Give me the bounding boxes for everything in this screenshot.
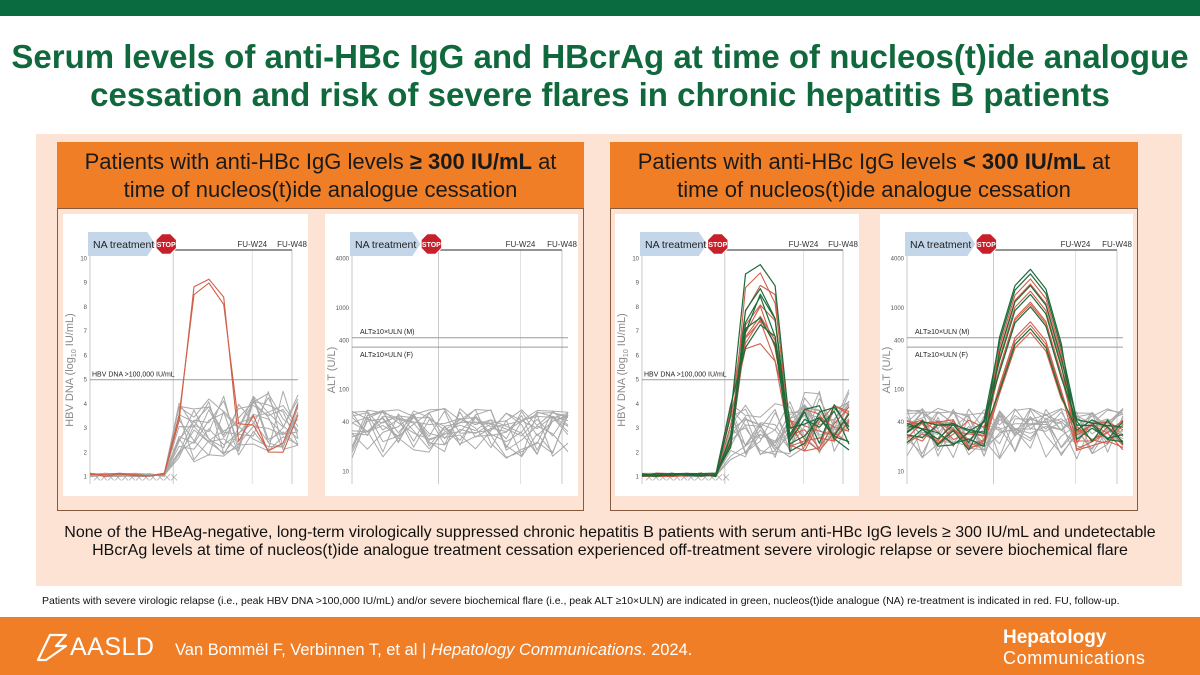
na-treatment-label: NA treatment — [355, 239, 417, 251]
na-treatment-label: NA treatment — [93, 239, 155, 251]
y-tick-label: 10 — [897, 469, 904, 476]
y-tick-label: 4000 — [890, 256, 904, 263]
y-tick-label: 8 — [635, 304, 639, 311]
y-tick-label: 7 — [635, 329, 639, 336]
title-line-1: Serum levels of anti-HBc IgG and HBcrAg at time of nucleos(t)ide analogue — [11, 38, 1189, 75]
alt-threshold-f-label: ALT≥10×ULN (F) — [360, 352, 413, 360]
y-tick-label: 3 — [635, 426, 639, 433]
alt-threshold-f-label: ALT≥10×ULN (F) — [915, 352, 968, 360]
patient-line — [90, 396, 298, 475]
y-tick-label: 40 — [342, 420, 349, 427]
y-tick-label: 100 — [893, 387, 904, 394]
y-tick-label: 1000 — [335, 305, 349, 312]
y-tick-label: 4 — [635, 401, 639, 408]
fu-w48-label: FU-W48 — [1102, 240, 1132, 249]
y-tick-label: 10 — [80, 256, 87, 263]
y-tick-label: 40 — [897, 420, 904, 427]
slide-title — [0, 38, 1200, 114]
y-tick-label: 2 — [83, 450, 87, 457]
y-tick-label: 400 — [338, 338, 349, 345]
y-tick-label: 400 — [893, 338, 904, 345]
y-tick-label: 3 — [83, 426, 87, 433]
footnote: Patients with severe virologic relapse (i.e., peak HBV DNA >100,000 IU/mL) and/or severe biochemical flare (i.e., peak ALT ≥10×ULN) are indicated in green, nucleos(t)ide analogue (NA) re-treatment is indicated in red. FU, follow-up. — [42, 595, 1120, 607]
y-tick-label: 5 — [83, 377, 87, 384]
y-tick-label: 2 — [635, 450, 639, 457]
hbv-threshold-label: HBV DNA >100,000 IU/mL — [92, 371, 175, 379]
journal-logo-line-1: Hepatology — [1003, 627, 1107, 648]
title-line-2: cessation and risk of severe flares in chronic hepatitis B patients — [90, 76, 1110, 113]
y-tick-label: 10 — [342, 469, 349, 476]
y-tick-label: 5 — [635, 377, 639, 384]
heading-threshold: ≥ 300 IU/mL — [409, 149, 532, 174]
alt-threshold-m-label: ALT≥10×ULN (M) — [915, 328, 970, 336]
fu-w24-label: FU-W24 — [1060, 240, 1091, 249]
y-tick-label: 1000 — [890, 305, 904, 312]
svg-text:STOP: STOP — [708, 242, 728, 249]
y-tick-label: 9 — [83, 280, 87, 287]
fu-w24-label: FU-W24 — [505, 240, 536, 249]
hbv-dna-chart-low-igg — [615, 214, 859, 496]
alt-chart-low-igg — [880, 214, 1133, 496]
fu-w24-label: FU-W24 — [237, 240, 268, 249]
group-heading-low-igg: Patients with anti-HBc IgG levels < 300 IU/mL at time of nucleos(t)ide analogue cessation — [610, 142, 1138, 208]
fu-w48-label: FU-W48 — [547, 240, 577, 249]
y-tick-label: 1 — [635, 474, 639, 481]
y-tick-label: 100 — [338, 387, 349, 394]
alt-threshold-m-label: ALT≥10×ULN (M) — [360, 328, 415, 336]
y-tick-label: 9 — [635, 280, 639, 287]
y-axis-label: ALT (U/L) — [881, 346, 893, 394]
na-treatment-label: NA treatment — [910, 239, 972, 251]
alt-chart-high-igg — [325, 214, 578, 496]
y-tick-label: 6 — [635, 353, 639, 360]
citation: Van Bommël F, Verbinnen T, et al | Hepatology Communications. 2024. — [175, 641, 693, 659]
journal-name: Hepatology Communications — [430, 641, 642, 659]
y-tick-label: 7 — [83, 329, 87, 336]
y-tick-label: 10 — [632, 256, 639, 263]
aasld-logo-text: AASLD — [70, 633, 155, 661]
y-tick-label: 4 — [83, 401, 87, 408]
top-accent-bar — [0, 0, 1200, 16]
svg-text:STOP: STOP — [421, 242, 441, 249]
svg-text:STOP: STOP — [156, 242, 176, 249]
heading-threshold: < 300 IU/mL — [962, 149, 1086, 174]
fu-w48-label: FU-W48 — [828, 240, 858, 249]
na-treatment-label: NA treatment — [645, 239, 707, 251]
y-axis-label: HBV DNA ($\log_{10}$ IU/mL) — [64, 313, 78, 427]
y-tick-label: 1 — [83, 474, 87, 481]
y-axis-label: HBV DNA ($\log_{10}$ IU/mL) — [616, 313, 630, 427]
y-axis-label: ALT (U/L) — [326, 346, 338, 394]
group-heading-high-igg: Patients with anti-HBc IgG levels ≥ 300 IU/mL at time of nucleos(t)ide analogue cessation — [57, 142, 584, 208]
fu-w48-label: FU-W48 — [277, 240, 307, 249]
fu-w24-label: FU-W24 — [788, 240, 819, 249]
y-tick-label: 6 — [83, 353, 87, 360]
hbv-threshold-label: HBV DNA >100,000 IU/mL — [644, 371, 727, 379]
journal-logo-line-2: Communications — [1003, 648, 1146, 668]
y-tick-label: 4000 — [335, 256, 349, 263]
y-tick-label: 8 — [83, 304, 87, 311]
svg-text:STOP: STOP — [976, 242, 996, 249]
hbv-dna-chart-high-igg — [63, 214, 308, 496]
summary-conclusion: None of the HBeAg-negative, long-term virologically suppressed chronic hepatitis B patients with serum anti-HBc IgG levels ≥ 300 IU/mL and undetectable HBcrAg levels at time of nucleos(t)ide analogue treatment cessation experienced off-treatment severe virologic relapse or severe biochemical flare — [64, 524, 1156, 559]
